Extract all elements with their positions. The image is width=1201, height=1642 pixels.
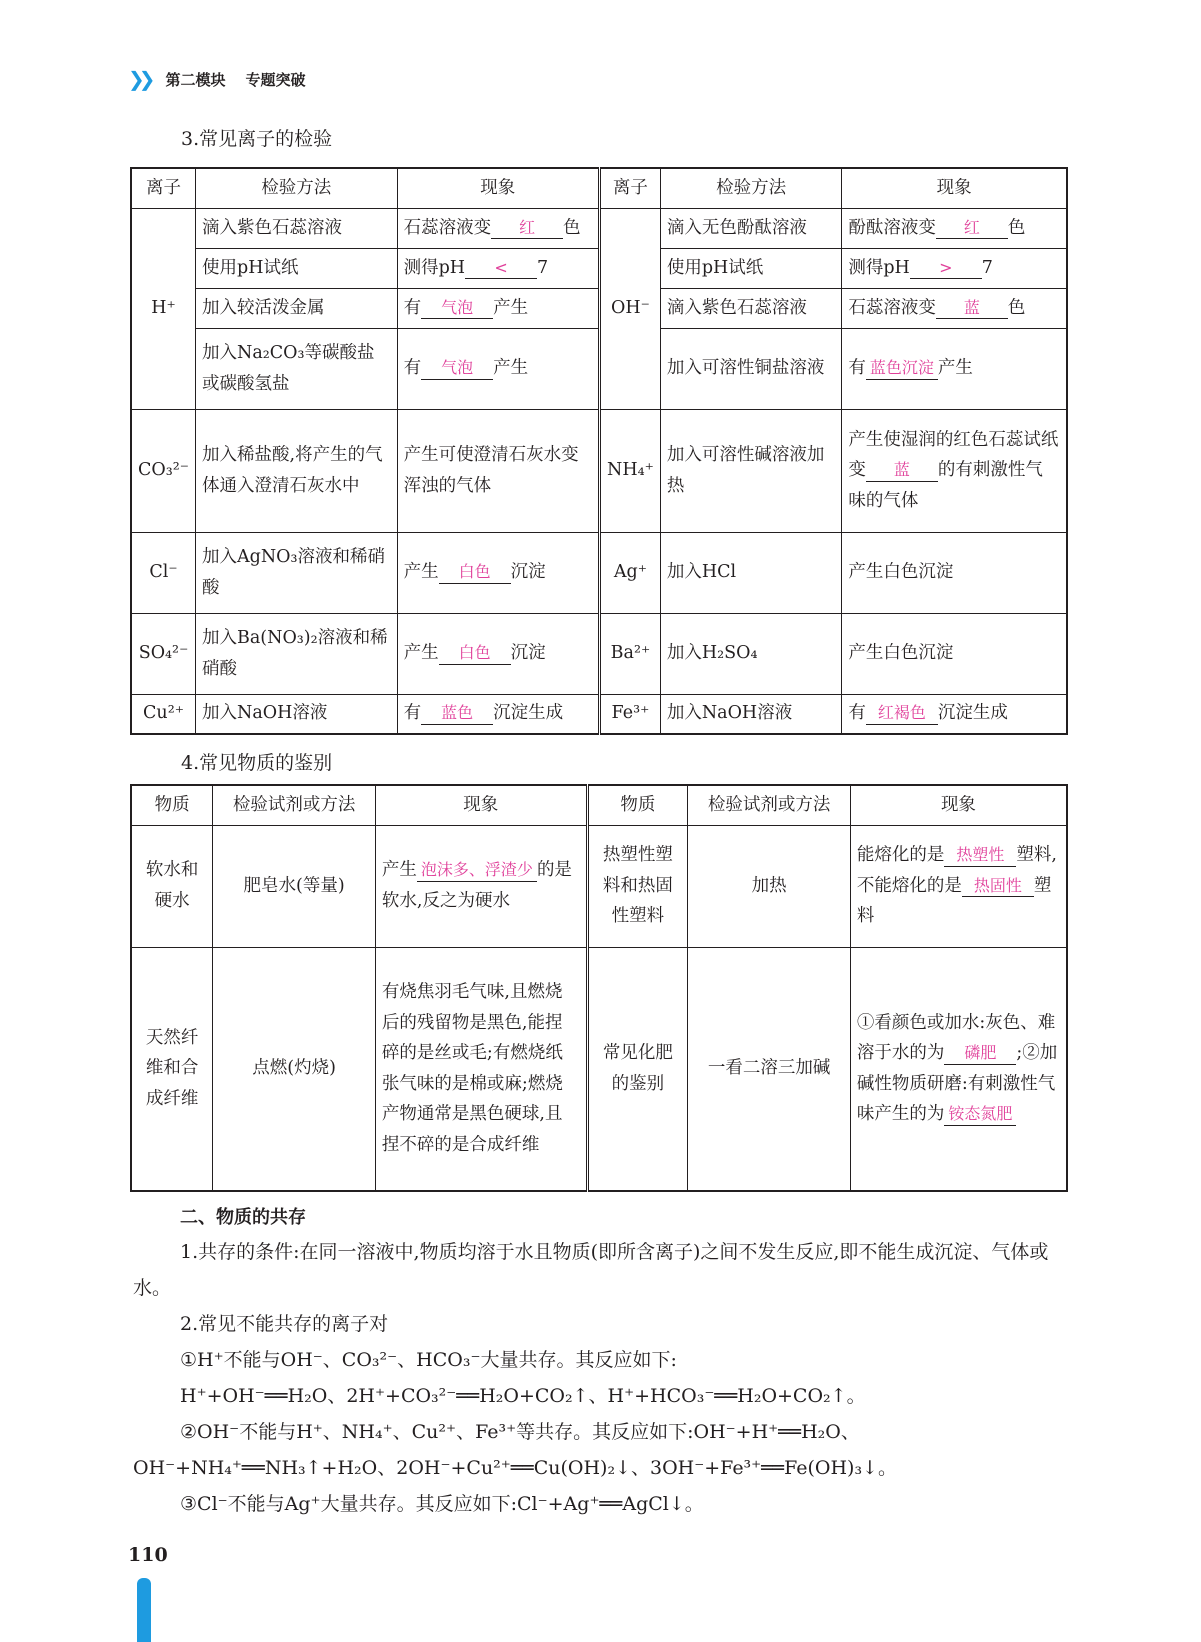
phenomenon-cell: 有 气泡 产生 bbox=[397, 328, 599, 409]
table-row bbox=[131, 248, 1067, 288]
phenomenon-cell: 有 红褐色 沉淀生成 bbox=[842, 694, 1067, 734]
method-cell: 加入可溶性铜盐溶液 bbox=[660, 328, 841, 409]
coexist-heading: 二、物质的共存 bbox=[180, 1207, 306, 1228]
method-cell: 加入Na₂CO₃等碳酸盐或碳酸氢盐 bbox=[196, 328, 398, 409]
page-edge-tab bbox=[137, 1578, 151, 1642]
col-header: 现象 bbox=[397, 168, 599, 208]
phenomenon-cell: 石蕊溶液变 红 色 bbox=[397, 208, 599, 248]
substance-cell: 热塑性塑料和热固性塑料 bbox=[587, 825, 688, 947]
ion-cell: H⁺ bbox=[131, 208, 196, 409]
answer-blank: 红 bbox=[936, 218, 1008, 240]
answer-blank: 红褐色 bbox=[866, 703, 938, 725]
phenomenon-cell: 有 气泡 产生 bbox=[397, 288, 599, 328]
cl-ion-rule: ③Cl⁻不能与Ag⁺大量共存。其反应如下:Cl⁻+Ag⁺══AgCl↓。 bbox=[180, 1493, 704, 1515]
method-cell: 加入NaOH溶液 bbox=[660, 694, 841, 734]
col-header: 离子 bbox=[131, 168, 196, 208]
method-cell: 滴入紫色石蕊溶液 bbox=[660, 288, 841, 328]
method-cell: 加入H₂SO₄ bbox=[660, 613, 841, 694]
ion-cell: Cl⁻ bbox=[131, 532, 196, 613]
method-cell: 使用pH试纸 bbox=[196, 248, 398, 288]
answer-blank: 白色 bbox=[439, 643, 511, 665]
module-label: 第二模块 bbox=[165, 70, 226, 89]
method-cell: 加热 bbox=[688, 825, 851, 947]
phenomenon-cell: 有 蓝色沉淀 产生 bbox=[842, 328, 1067, 409]
method-cell: 加入AgNO₃溶液和稀硝酸 bbox=[196, 532, 398, 613]
phenomenon-cell: 测得pH > 7 bbox=[842, 248, 1067, 288]
answer-blank: < bbox=[465, 258, 537, 280]
answer-blank: 气泡 bbox=[421, 298, 493, 320]
table-row bbox=[131, 532, 1067, 613]
method-cell: 滴入紫色石蕊溶液 bbox=[196, 208, 398, 248]
oh-ion-rule: ②OH⁻不能与H⁺、NH₄⁺、Cu²⁺、Fe³⁺等共存。其反应如下:OH⁻+H⁺══H₂O、OH⁻+NH₄⁺══NH₃↑+H₂O、2OH⁻+Cu²⁺══Cu(OH)₂↓、3OH⁻+Fe³⁺══Fe(OH)₃↓。 bbox=[133, 1421, 897, 1479]
ion-test-table bbox=[130, 167, 1068, 735]
coexist-body bbox=[133, 1234, 1069, 1522]
phenomenon-cell: 产生使湿润的红色石蕊试纸变 蓝 的有刺激性气味的气体 bbox=[842, 409, 1067, 532]
phenomenon-cell: 酚酞溶液变 红 色 bbox=[842, 208, 1067, 248]
ion-cell: Fe³⁺ bbox=[600, 694, 661, 734]
phenomenon-cell: 产生 白色 沉淀 bbox=[397, 613, 599, 694]
answer-blank: 铵态氮肥 bbox=[944, 1104, 1016, 1126]
table-row bbox=[131, 694, 1067, 734]
answer-blank: 热塑性 bbox=[944, 845, 1016, 867]
phenomenon-cell: 产生 白色 沉淀 bbox=[397, 532, 599, 613]
substance-cell: 软水和硬水 bbox=[131, 825, 213, 947]
table-header-row bbox=[131, 168, 1067, 208]
table-row bbox=[131, 328, 1067, 409]
table-row bbox=[131, 208, 1067, 248]
method-cell: 点燃(灼烧) bbox=[213, 947, 376, 1191]
method-cell: 加入HCl bbox=[660, 532, 841, 613]
phenomenon-cell: ①看颜色或加水:灰色、难溶于水的为 磷肥 ;②加碱性物质研磨:有刺激性气味产生的为 铵态氮肥 bbox=[850, 947, 1067, 1191]
col-header: 检验试剂或方法 bbox=[688, 785, 851, 825]
method-cell: 加入可溶性碱溶液加热 bbox=[660, 409, 841, 532]
method-cell: 加入稀盐酸,将产生的气体通入澄清石灰水中 bbox=[196, 409, 398, 532]
running-header bbox=[128, 66, 306, 92]
table-header-row bbox=[131, 785, 1067, 825]
table-row bbox=[131, 409, 1067, 532]
ion-cell: CO₃²⁻ bbox=[131, 409, 196, 532]
method-cell: 一看二溶三加碱 bbox=[688, 947, 851, 1191]
col-header: 检验试剂或方法 bbox=[213, 785, 376, 825]
method-cell: 滴入无色酚酞溶液 bbox=[660, 208, 841, 248]
col-header: 现象 bbox=[375, 785, 587, 825]
table-row bbox=[131, 613, 1067, 694]
col-header: 现象 bbox=[850, 785, 1067, 825]
phenomenon-cell: 有 蓝色 沉淀生成 bbox=[397, 694, 599, 734]
phenomenon-cell: 石蕊溶液变 蓝 色 bbox=[842, 288, 1067, 328]
method-cell: 加入NaOH溶液 bbox=[196, 694, 398, 734]
table-row bbox=[131, 947, 1067, 1191]
answer-blank: 磷肥 bbox=[944, 1043, 1016, 1065]
col-header: 检验方法 bbox=[660, 168, 841, 208]
answer-blank: > bbox=[910, 258, 982, 280]
ion-cell: OH⁻ bbox=[600, 208, 661, 409]
phenomenon-cell: 产生 泡沫多、浮渣少 的是软水,反之为硬水 bbox=[375, 825, 587, 947]
col-header: 离子 bbox=[600, 168, 661, 208]
topic-label: 专题突破 bbox=[245, 70, 306, 89]
h-ion-rule: ①H⁺不能与OH⁻、CO₃²⁻、HCO₃⁻大量共存。其反应如下: bbox=[180, 1349, 677, 1371]
answer-blank: 热固性 bbox=[962, 876, 1034, 898]
answer-blank: 蓝 bbox=[866, 460, 938, 482]
col-header: 物质 bbox=[131, 785, 213, 825]
answer-blank: 泡沫多、浮渣少 bbox=[417, 860, 537, 882]
answer-blank: 蓝色 bbox=[421, 703, 493, 725]
section3-title: 3.常见离子的检验 bbox=[181, 128, 333, 150]
method-cell: 使用pH试纸 bbox=[660, 248, 841, 288]
h-ion-equations: H⁺+OH⁻══H₂O、2H⁺+CO₃²⁻══H₂O+CO₂↑、H⁺+HCO₃⁻══H₂O+CO₂↑。 bbox=[180, 1385, 866, 1407]
phenomenon-cell: 测得pH < 7 bbox=[397, 248, 599, 288]
ion-cell: Ba²⁺ bbox=[600, 613, 661, 694]
col-header: 检验方法 bbox=[196, 168, 398, 208]
method-cell: 加入Ba(NO₃)₂溶液和稀硝酸 bbox=[196, 613, 398, 694]
col-header: 现象 bbox=[842, 168, 1067, 208]
table-row bbox=[131, 825, 1067, 947]
ion-cell: SO₄²⁻ bbox=[131, 613, 196, 694]
phenomenon-cell: 产生可使澄清石灰水变浑浊的气体 bbox=[397, 409, 599, 532]
ion-cell: Cu²⁺ bbox=[131, 694, 196, 734]
method-cell: 加入较活泼金属 bbox=[196, 288, 398, 328]
phenomenon-cell: 产生白色沉淀 bbox=[842, 613, 1067, 694]
answer-blank: 气泡 bbox=[421, 358, 493, 380]
phenomenon-cell: 有烧焦羽毛气味,且燃烧后的残留物是黑色,能捏碎的是丝或毛;有燃烧纸张气味的是棉或麻;燃烧产物通常是黑色硬球,且捏不碎的是合成纤维 bbox=[375, 947, 587, 1191]
phenomenon-cell: 能熔化的是 热塑性 塑料,不能熔化的是 热固性 塑料 bbox=[850, 825, 1067, 947]
method-cell: 肥皂水(等量) bbox=[213, 825, 376, 947]
chevron-double-icon: ❯❯ bbox=[128, 67, 150, 91]
coexist-condition: 1.共存的条件:在同一溶液中,物质均溶于水且物质(即所含离子)之间不发生反应,即不能生成沉淀、气体或水。 bbox=[133, 1241, 1049, 1299]
answer-blank: 红 bbox=[491, 218, 563, 240]
substance-cell: 常见化肥的鉴别 bbox=[587, 947, 688, 1191]
table-row bbox=[131, 288, 1067, 328]
col-header: 物质 bbox=[587, 785, 688, 825]
phenomenon-cell: 产生白色沉淀 bbox=[842, 532, 1067, 613]
page-number: 110 bbox=[128, 1544, 168, 1566]
answer-blank: 蓝 bbox=[936, 298, 1008, 320]
answer-blank: 白色 bbox=[439, 562, 511, 584]
substance-identification-table bbox=[130, 784, 1068, 1192]
ion-pairs-heading: 2.常见不能共存的离子对 bbox=[180, 1313, 389, 1335]
ion-cell: Ag⁺ bbox=[600, 532, 661, 613]
ion-cell: NH₄⁺ bbox=[600, 409, 661, 532]
answer-blank: 蓝色沉淀 bbox=[866, 358, 938, 380]
section4-title: 4.常见物质的鉴别 bbox=[181, 752, 333, 774]
substance-cell: 天然纤维和合成纤维 bbox=[131, 947, 213, 1191]
